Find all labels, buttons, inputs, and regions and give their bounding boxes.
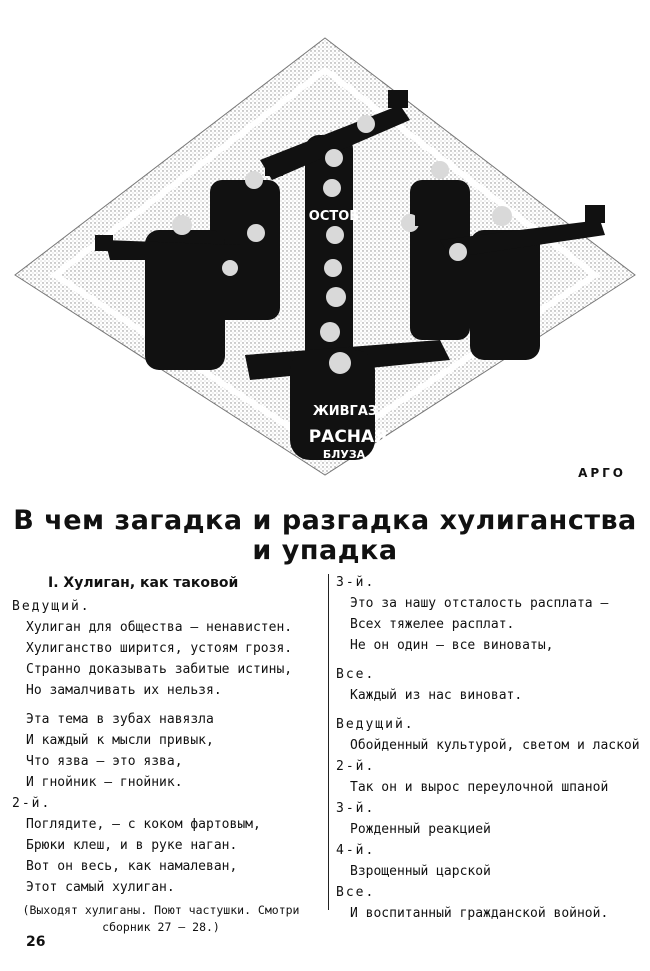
speaker-label: Ведущий. bbox=[336, 717, 415, 732]
verse-line: Вот он весь, как намалеван, bbox=[26, 859, 238, 874]
speaker-label: Ведущий. bbox=[12, 599, 91, 614]
verse-line: Всех тяжелее расплат. bbox=[350, 617, 515, 632]
verse-line: Поглядите, — с коком фартовым, bbox=[26, 817, 261, 832]
sign-text-1: ОСТОБ bbox=[308, 209, 360, 224]
verse-line: Странно доказывать забитые истины, bbox=[26, 662, 293, 677]
sign-text-3: РАСНАЯ bbox=[308, 427, 388, 447]
verse-line: Так он и вырос переулочной шпаной bbox=[350, 780, 609, 795]
section-heading: I. Хулиган, как таковой bbox=[48, 575, 239, 591]
verse-line: Каждый из нас виноват. bbox=[350, 688, 523, 703]
speaker-label: 2-й. bbox=[336, 759, 376, 774]
verse-line: Брюки клеш, и в руке наган. bbox=[26, 838, 238, 853]
sign-text-2: ЖИВГАЗ bbox=[312, 404, 378, 419]
performers-photo bbox=[10, 30, 640, 490]
verse-line: И каждый к мысли привык, bbox=[26, 733, 214, 748]
article-title bbox=[0, 506, 650, 566]
verse-line: Но замалчивать их нельзя. bbox=[26, 683, 222, 698]
speaker-label: 4-й. bbox=[336, 843, 376, 858]
verse-line: Хулиганство ширится, устоям грозя. bbox=[26, 641, 293, 656]
stage-direction: (Выходят хулиганы. Поют частушки. Смотри сборник 27 — 28.) bbox=[22, 903, 300, 934]
left-column bbox=[12, 572, 317, 936]
verse-line: Эта тема в зубах навязла bbox=[26, 712, 214, 727]
speaker-label: 2-й. bbox=[12, 796, 52, 811]
verse-line: Что язва — это язва, bbox=[26, 754, 183, 769]
title-line-1: В чем загадка и разгадка хулиганства bbox=[13, 505, 637, 536]
verse-line: Рожденный реакцией bbox=[350, 822, 491, 837]
right-column bbox=[336, 572, 642, 924]
speaker-label: Все. bbox=[336, 885, 376, 900]
verse-line: Этот самый хулиган. bbox=[26, 880, 175, 895]
speaker-label: 3-й. bbox=[336, 801, 376, 816]
verse-line: И воспитанный гражданской войной. bbox=[350, 906, 609, 921]
verse-line: Это за нашу отсталость расплата — bbox=[350, 596, 609, 611]
sign-text-4: БЛУЗА bbox=[322, 448, 366, 461]
verse-line: Взрощенный царской bbox=[350, 864, 491, 879]
speaker-label: 3-й. bbox=[336, 575, 376, 590]
page-number: 26 bbox=[26, 934, 46, 950]
verse-line: Не он один — все виноваты, bbox=[350, 638, 554, 653]
column-divider bbox=[328, 574, 329, 910]
speaker-label: Все. bbox=[336, 667, 376, 682]
performers-photo-svg bbox=[10, 30, 640, 490]
title-line-2: и упадка bbox=[252, 535, 398, 566]
photo-credit: АРГО bbox=[578, 466, 626, 480]
verse-line: Хулиган для общества — ненавистен. bbox=[26, 620, 293, 635]
verse-line: Обойденный культурой, светом и лаской bbox=[350, 738, 640, 753]
verse-line: И гнойник — гнойник. bbox=[26, 775, 183, 790]
